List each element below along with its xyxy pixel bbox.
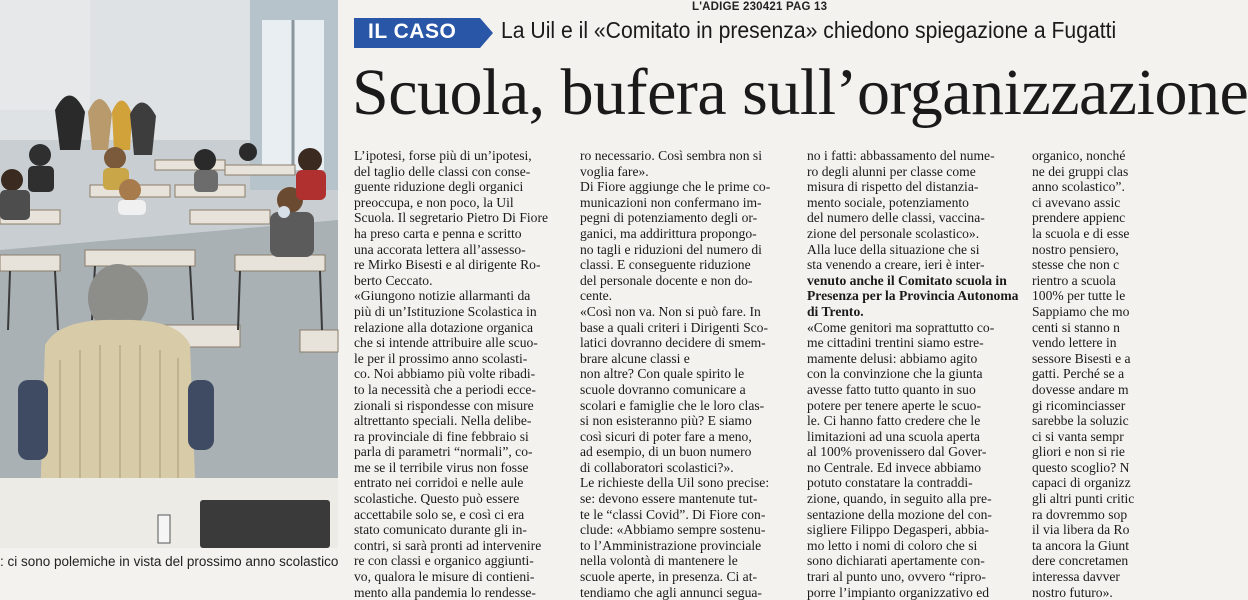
text-line: guente riduzione degli organici <box>354 179 524 195</box>
text-line: clude: «Abbiamo sempre sostenu- <box>580 522 766 538</box>
text-line: la scuola e di esse <box>1032 225 1130 241</box>
text-line: berto Ceccato. <box>354 272 433 288</box>
text-line: te le “classi Covid”. Di Fiore con- <box>580 506 766 522</box>
classroom-photo <box>0 0 338 548</box>
text-line: no tagli e riduzioni del numero di <box>580 241 762 257</box>
text-line: al 100% provenissero dal Gover- <box>807 444 987 460</box>
text-line: prendere appienc <box>1032 210 1126 226</box>
text-line: una accorata lettera all’assesso- <box>354 241 526 257</box>
text-line: questo scoglio? N <box>1032 459 1130 475</box>
text-line: nella volontà di mantenere le <box>580 553 738 569</box>
text-line: Le richieste della Uil sono precise: <box>580 475 770 491</box>
text-line: sentazione della mozione del con- <box>807 506 992 522</box>
text-line: pegni di potenziamento degli or- <box>580 210 758 226</box>
text-line: «Giungono notizie allarmanti da <box>354 288 531 304</box>
article-subhead: La Uil e il «Comitato in presenza» chiedono spiegazione a Fugatti <box>501 17 1117 43</box>
text-line: scuole aperte, in presenza. Ci at- <box>580 569 758 585</box>
text-line: nostro pensiero, <box>1032 241 1119 257</box>
text-line: dovesse andare m <box>1032 381 1129 397</box>
article-headline: Scuola, bufera sull’organizzazione <box>352 56 1248 129</box>
text-line: rientro a scuola <box>1032 272 1116 288</box>
text-line: le. Ci hanno fatto credere che le <box>807 413 981 429</box>
text-line: re Mirko Bisesti e al dirigente Ro- <box>354 257 541 273</box>
text-line: misura di rispetto del distanzia- <box>807 179 979 195</box>
text-line: no i fatti: abbassamento del nume- <box>807 148 995 163</box>
text-line: potuto constatare la contraddi- <box>807 475 973 491</box>
text-line: Di Fiore aggiunge che le prime co- <box>580 179 771 195</box>
text-line: voglia fare». <box>580 163 649 179</box>
text-line: entrato nei corridoi e nelle aule <box>354 475 524 491</box>
article-column-2 <box>580 148 790 600</box>
text-line: scolari e famiglie che le loro clas- <box>580 397 765 413</box>
text-line: potere per tenere aperte le scuo- <box>807 397 981 413</box>
text-line: avesse fatto tutto quanto in suo <box>807 381 976 397</box>
text-line: accettabile solo se, e così ci era <box>354 506 525 522</box>
text-line: scuole dovranno comunicare a <box>580 381 746 397</box>
text-line: venuto anche il Comitato scuola in <box>807 272 1007 288</box>
text-line: ad esempio, di un buon numero <box>580 444 752 460</box>
text-line: tendiamo che agli annunci segua- <box>580 584 762 600</box>
text-line: brare alcune classi e <box>580 350 690 366</box>
section-kicker <box>354 18 493 48</box>
text-line: me se il terribile virus non fosse <box>354 459 529 475</box>
text-line: Sappiamo che mo <box>1032 303 1130 319</box>
text-line: che si intende attribuire alle scuo- <box>354 335 538 351</box>
text-line: limitazioni ad una scuola aperta <box>807 428 980 444</box>
text-line: del numero delle classi, vaccina- <box>807 210 985 226</box>
text-line: ci avevano assic <box>1032 194 1121 210</box>
text-line: preoccupa, e non poco, la Uil <box>354 194 514 210</box>
text-line: 100% per tutte le <box>1032 288 1126 304</box>
text-line: cente. <box>580 288 613 304</box>
text-line: gi ricominciasser <box>1032 397 1126 413</box>
text-line: sono dichiarati apertamente con- <box>807 553 985 569</box>
text-line: Alla luce della situazione che si <box>807 241 980 257</box>
text-line: di Trento. <box>807 303 864 319</box>
text-line: zione del personale scolastico». <box>807 225 980 241</box>
text-line: Presenza per la Provincia Autonoma <box>807 288 1019 304</box>
text-line: organico, nonché <box>1032 148 1126 163</box>
text-line: gli altri punti critic <box>1032 491 1135 507</box>
article-column-4 <box>1032 148 1152 600</box>
text-line: trari al punto uno, ovvero “ripro- <box>807 569 986 585</box>
text-line: municazioni non confermano im- <box>580 194 762 210</box>
text-line: le per il prossimo anno scolasti- <box>354 350 528 366</box>
text-line: così sicuri di poter fare a meno, <box>580 428 752 444</box>
text-line: ro necessario. Così sembra non si <box>580 148 762 163</box>
text-line: dere concretamen <box>1032 553 1129 569</box>
text-line: vendo lettere in <box>1032 335 1117 351</box>
text-line: anno scolastico”. <box>1032 179 1125 195</box>
text-line: sta venendo a creare, ieri è inter- <box>807 257 985 273</box>
text-line: vo, qualora le misure di contieni- <box>354 569 535 585</box>
text-line: to la necessità che a periodi ecce- <box>354 381 536 397</box>
text-line: relazione alla dotazione organica <box>354 319 534 335</box>
text-line: del taglio delle classi con conse- <box>354 163 531 179</box>
text-line: L’ipotesi, forse più di un’ipotesi, <box>354 148 532 163</box>
text-line: ha preso carta e penna e scritto <box>354 225 522 241</box>
text-line: stato comunicato durante gli in- <box>354 522 527 538</box>
text-line: ne dei gruppi clas <box>1032 163 1129 179</box>
text-line: interessa davver <box>1032 569 1120 585</box>
text-line: latici dovranno decidere di smem- <box>580 335 766 351</box>
text-line: di collaboratori scolastici?». <box>580 459 734 475</box>
kicker-label: IL CASO <box>368 20 457 43</box>
text-line: mento sociale, potenziamento <box>807 194 969 210</box>
page-reference: L'ADIGE 230421 PAG 13 <box>692 1 828 13</box>
text-line: classi. E conseguente riduzione <box>580 257 751 273</box>
article-column-3 <box>807 148 1019 600</box>
text-line: mo letto i nomi di coloro che si <box>807 537 978 553</box>
text-line: se: devono essere mantenute tut- <box>580 491 758 507</box>
text-line: nostro futuro». <box>1032 584 1113 600</box>
text-line: mento alla pandemia lo rendesse- <box>354 584 536 600</box>
text-line: ra provinciale di fine febbraio si <box>354 428 529 444</box>
text-line: centi si stanno n <box>1032 319 1120 335</box>
text-line: no Centrale. Ed invece abbiamo <box>807 459 982 475</box>
text-line: capaci di organizz <box>1032 475 1131 491</box>
text-line: ta ancora la Giunt <box>1032 537 1130 553</box>
text-line: sigliere Filippo Degasperi, abbia- <box>807 522 989 538</box>
text-line: mamente delusi: abbiamo agito <box>807 350 978 366</box>
text-line: non altre? Con quale spirito le <box>580 366 745 382</box>
text-line: sarebbe la soluzic <box>1032 413 1129 429</box>
text-line: altrettanto speciali. Nella delibe- <box>354 413 532 429</box>
text-line: si non esisteranno più? E siamo <box>580 413 752 429</box>
text-line: il via libera da Ro <box>1032 522 1130 538</box>
text-line: sessore Bisesti e a <box>1032 350 1131 366</box>
text-line: ganici, ma addirittura propongo- <box>580 225 757 241</box>
text-line: zione, quando, in seguito alla pre- <box>807 491 992 507</box>
text-line: co. Noi abbiamo più volte ribadi- <box>354 366 536 382</box>
text-line: zionali si rispondesse con misure <box>354 397 534 413</box>
text-line: stesse che non c <box>1032 257 1120 273</box>
text-line: ra dovremmo sop <box>1032 506 1128 522</box>
text-line: ci si vanta sempr <box>1032 428 1124 444</box>
text-line: parla di parametri “normali”, co- <box>354 444 533 460</box>
text-line: gatti. Perché se a <box>1032 366 1125 382</box>
text-line: più di un’Istituzione Scolastica in <box>354 303 537 319</box>
text-line: con la convinzione che la giunta <box>807 366 983 382</box>
text-line: re con classi e organico aggiunti- <box>354 553 534 569</box>
text-line: to l’Amministrazione provinciale <box>580 537 762 553</box>
text-line: Scuola. Il segretario Pietro Di Fiore <box>354 210 549 226</box>
text-line: porre l’impianto organizzativo ed <box>807 584 990 600</box>
text-line: me cittadini trentini siamo estre- <box>807 335 984 351</box>
text-line: «Così non va. Non si può fare. In <box>580 303 761 319</box>
article-column-1 <box>354 148 564 600</box>
text-line: del personale docente e non do- <box>580 272 753 288</box>
text-line: ro degli alunni per classe come <box>807 163 976 179</box>
photo-caption: : ci sono polemiche in vista del prossimo anno scolastico <box>0 554 339 569</box>
text-line: gliori e non si rie <box>1032 444 1125 460</box>
text-line: base a quali criteri i Dirigenti Sco- <box>580 319 768 335</box>
text-line: scolastiche. Questo può essere <box>354 491 520 507</box>
text-line: contri, si sarà pronti ad intervenire <box>354 537 542 553</box>
text-line: «Come genitori ma soprattutto co- <box>807 319 995 335</box>
